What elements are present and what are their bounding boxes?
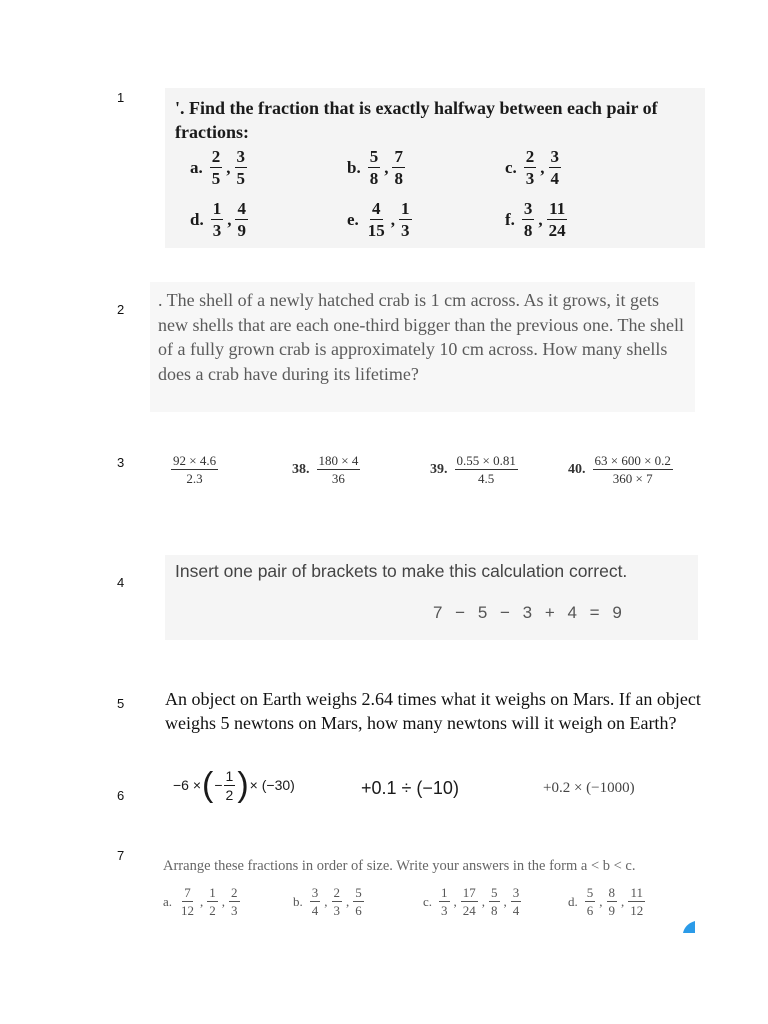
question-number: 5 [117,696,125,711]
denominator: 4 [512,903,520,918]
item-label: b. [347,157,361,177]
item-label: 39. [430,461,448,477]
fraction [522,200,535,239]
numerator: 1 [209,885,216,900]
comma: , [324,893,328,909]
fraction [171,454,218,485]
q1-item-b [347,148,406,187]
comma: , [538,209,543,229]
fraction [511,886,522,917]
question-4-text: Insert one pair of brackets to make this calculation correct. [175,561,628,581]
numerator: 1 [225,767,234,784]
item-label: 38. [292,461,310,477]
fraction [317,454,361,485]
denominator: 9 [237,221,246,240]
question-3-image [160,448,705,498]
numerator: 4 [237,199,246,218]
numerator: 5 [369,147,379,166]
denominator: 9 [608,903,615,918]
fraction [179,886,196,917]
denominator: 12 [181,903,195,918]
comma: , [621,893,625,909]
right-paren: ) [237,766,249,804]
denominator: 3 [525,169,535,188]
comma: , [390,209,396,229]
numerator: 3 [523,199,533,218]
q3-item [568,454,674,485]
denominator: 3 [441,903,448,918]
denominator: 8 [523,221,533,240]
item-label: d. [568,893,578,909]
fraction [593,454,673,485]
comma: , [227,209,232,229]
q3-item [430,454,519,485]
comma: , [200,893,204,909]
comma: , [599,893,603,909]
numerator: 180 × 4 [318,453,359,468]
fraction [368,148,381,187]
q1-item-f [505,200,569,239]
question-number: 7 [117,848,125,863]
fraction [310,886,321,917]
numerator: 5 [491,885,498,900]
question-5-image [165,688,710,735]
q1-item-a [190,148,248,187]
numerator: 3 [311,885,319,900]
numerator: 63 × 600 × 0.2 [594,453,671,468]
question-number: 4 [117,575,125,590]
q6-expression-c: +0.2 × (−1000) [543,780,635,796]
denominator: 24 [462,903,476,918]
fraction [547,200,568,239]
question-number: 3 [117,455,125,470]
numerator: 3 [512,885,520,900]
fraction [235,148,248,187]
fraction [392,148,405,187]
question-1-image [165,88,705,248]
corner-mark-icon [683,921,695,933]
fraction [366,200,387,239]
q7-item-c [423,886,522,917]
question-number: 1 [117,90,125,105]
question-number: 6 [117,788,125,803]
numerator: 5 [586,885,594,900]
item-label: c. [423,893,433,909]
question-4-image [165,555,698,640]
numerator: 1 [401,199,410,218]
denominator: 4.5 [478,471,495,486]
comma: , [226,157,231,177]
item-label: c. [505,157,517,177]
numerator: 4 [372,199,381,218]
q1-item-c [505,148,562,187]
q1-item-e [347,200,413,239]
q7-item-d [568,886,646,917]
denominator: 5 [236,169,245,188]
comma: , [221,893,226,909]
numerator: 7 [394,147,403,166]
item-label: 40. [568,461,586,477]
denominator: 8 [394,169,403,188]
numerator: 3 [236,147,245,166]
q1-item-d [190,200,249,239]
numerator: 11 [549,199,566,218]
fraction [353,886,364,917]
comma: , [540,157,545,177]
fraction [607,886,618,917]
denominator: 8 [369,169,379,188]
denominator: 3 [231,903,238,918]
fraction [210,148,223,187]
fraction [332,886,343,917]
fraction [439,886,450,917]
denominator: 12 [630,903,644,918]
question-number: 2 [117,302,125,317]
q6-expression-b: +0.1 ÷ (−10) [361,778,459,798]
q7-item-b [293,886,365,917]
denominator: 2 [209,903,216,918]
question-7-image [163,850,698,930]
denominator: 15 [367,221,385,240]
fraction [524,148,537,187]
item-label: b. [293,893,303,909]
question-1-heading: '. Find the fraction that is exactly halfway between each pair of fractions: [175,98,658,142]
denominator: 24 [548,221,566,240]
comma: , [503,893,507,909]
item-label: d. [190,209,204,229]
question-5-text: An object on Earth weighs 2.64 times what it weighs on Mars. If an object weighs 5 newtons on Mars, how many newtons will it weigh on Earth? [165,689,701,733]
denominator: 4 [550,169,560,188]
question-6-image [165,768,710,813]
denominator: 360 × 7 [612,471,653,486]
comma: , [481,893,486,909]
numerator: 0.55 × 0.81 [456,453,516,468]
question-2-text: . The shell of a newly hatched crab is 1 cm across. As it grows, it gets new shells that are each one-third bigger than the previous one. The shell of a fully grown crab is approximately 10 cm across. How many shells does a crab have during its lifetime? [158,290,684,384]
left-paren: ( [202,766,214,804]
denominator: 6 [355,903,362,918]
numerator: 2 [231,885,238,900]
numerator: 2 [333,885,340,900]
fraction [628,886,645,917]
fraction [585,886,596,917]
item-label: a. [190,157,203,177]
item-label: f. [505,209,515,229]
question-2-image [150,282,695,412]
fraction [211,200,224,239]
q3-item [292,454,361,485]
fraction [207,886,218,917]
question-4-equation: 7 − 5 − 3 + 4 = 9 [433,603,623,622]
comma: , [346,893,350,909]
denominator: 3 [212,221,222,240]
comma: , [453,893,457,909]
q6-expression-a [173,768,295,802]
question-7-heading: Arrange these fractions in order of size. Write your answers in the form a < b < c. [163,858,636,874]
item-label: a. [163,893,173,909]
numerator: 11 [630,885,644,900]
denominator: 4 [311,903,319,918]
item-label: e. [347,209,359,229]
denominator: 3 [333,903,340,918]
q6-a-sign: − [214,777,223,793]
numerator: 2 [211,147,221,166]
fraction [229,886,240,917]
q7-item-a [163,886,241,917]
q3-item [170,454,219,485]
fraction [399,200,412,239]
denominator: 6 [586,903,594,918]
comma: , [384,157,389,177]
numerator: 3 [550,147,560,166]
fraction [455,454,518,485]
q6-a-prefix: −6 × [173,777,202,793]
denominator: 2 [225,786,234,803]
numerator: 17 [462,885,476,900]
denominator: 2.3 [186,471,203,486]
fraction [549,148,562,187]
numerator: 1 [212,199,222,218]
q6-a-suffix: × (−30) [249,777,295,793]
denominator: 8 [491,903,498,918]
numerator: 1 [441,885,448,900]
numerator: 8 [608,885,615,900]
fraction [461,886,478,917]
fraction [489,886,500,917]
numerator: 5 [355,885,362,900]
numerator: 2 [525,147,535,166]
denominator: 3 [401,221,410,240]
numerator: 92 × 4.6 [173,453,217,468]
denominator: 5 [211,169,221,188]
fraction [235,200,248,239]
fraction [224,769,236,802]
numerator: 7 [184,885,191,900]
denominator: 36 [331,471,345,486]
